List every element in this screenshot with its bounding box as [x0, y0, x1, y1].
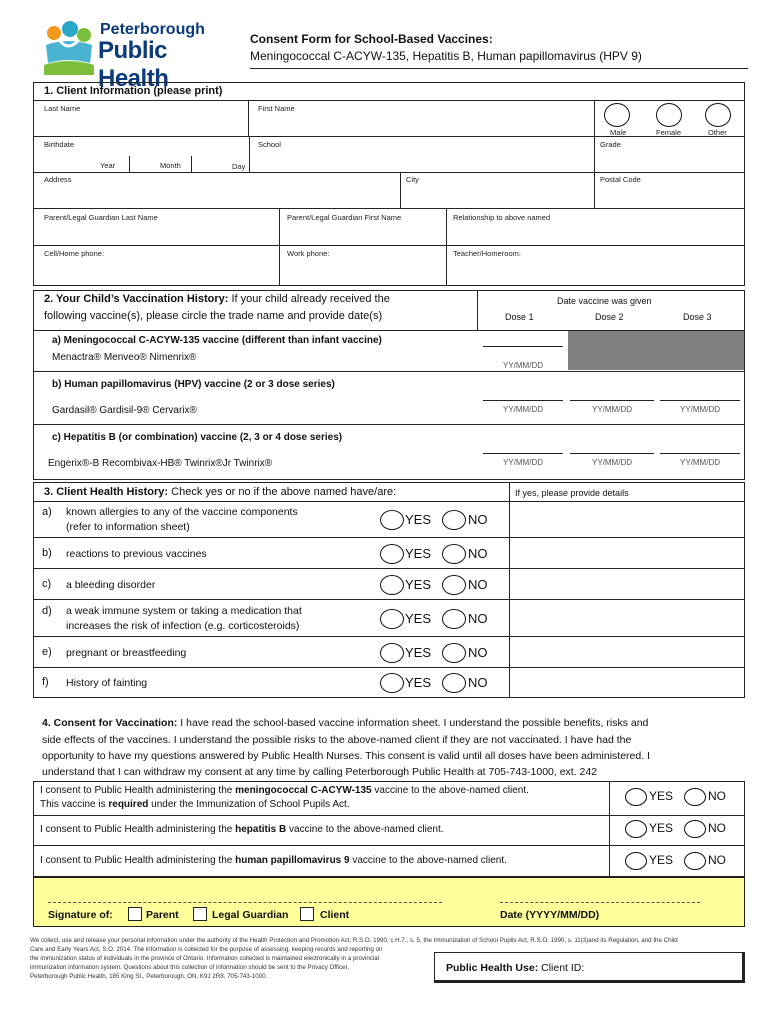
form-subtitle: Meningococcal C-ACYW-135, Hepatitis B, Human papillomavirus (HPV 9): [250, 49, 642, 63]
work-phone-label: Work phone:: [287, 249, 330, 258]
signature-line[interactable]: [48, 902, 442, 903]
health-details-field[interactable]: [510, 501, 744, 538]
section2-heading-bold: 2. Your Child’s Vaccination History:: [44, 293, 229, 305]
logo-line1: Peterborough: [100, 21, 205, 38]
guardian-last-label: Parent/Legal Guardian Last Name: [44, 213, 158, 222]
section3-heading-bold: 3. Client Health History:: [44, 486, 169, 498]
guardian-last-field[interactable]: [33, 208, 280, 245]
consent-hepb-text: [40, 824, 444, 835]
privacy-line4: immunization information system. Questions about this collection of information should be sent to the Privacy Officer,: [30, 964, 350, 971]
consent-men-no-label: NO: [708, 789, 726, 803]
client-checkbox[interactable]: [300, 907, 314, 921]
dose1-label: Dose 1: [505, 312, 534, 322]
section3-heading-rest: Check yes or no if the above named have/are:: [168, 486, 397, 498]
guardian-first-field[interactable]: [280, 208, 447, 245]
grade-label: Grade: [600, 140, 621, 149]
health-yes-radio[interactable]: [380, 575, 404, 595]
health-row-text-line2: increases the risk of infection (e.g. corticosteroids): [66, 620, 300, 632]
first-name-label: First Name: [258, 104, 295, 113]
health-yes-radio[interactable]: [380, 673, 404, 693]
consent-hepb-no-label: NO: [708, 821, 726, 835]
consent-hepb-post: vaccine to the above-named client.: [286, 824, 444, 835]
vaccine-a-title: a) Meningococcal C-ACYW-135 vaccine (different than infant vaccine): [52, 335, 382, 346]
health-no-radio[interactable]: [442, 510, 466, 530]
privacy-line3: the immunization status of individuals in the province of Ontario. Information collected is maintained electronically in a provincial: [30, 955, 380, 962]
consent-hpv-yes-label: YES: [649, 853, 674, 867]
relationship-label: Relationship to above named: [453, 213, 551, 222]
address-field[interactable]: [33, 172, 401, 208]
privacy-line5: Peterborough Public Health, 185 King St., Peterborough, ON, K9J 2R8, 705-743-1000.: [30, 973, 268, 980]
consent-men-pre: I consent to Public Health administering the: [40, 785, 236, 796]
sex-male-label: Male: [610, 128, 627, 137]
health-no-radio[interactable]: [442, 643, 466, 663]
section2-heading-rest: If your child already received the: [228, 293, 390, 305]
consent-hpv-no-label: NO: [708, 853, 726, 867]
vaccine-b-dose3-placeholder: YY/MM/DD: [680, 405, 720, 414]
health-details-field[interactable]: [510, 538, 744, 569]
consent-hpv-text: [40, 855, 507, 866]
legal-guardian-label: Legal Guardian: [212, 909, 289, 921]
address-label: Address: [44, 175, 72, 184]
postal-code-field[interactable]: [596, 172, 745, 208]
birthdate-field[interactable]: [33, 136, 249, 172]
health-no-label: NO: [468, 610, 488, 626]
section4-heading-bold: 4. Consent for Vaccination:: [42, 717, 178, 729]
consent-men-bold: meningococcal C-ACYW-135: [235, 785, 372, 796]
grade-field[interactable]: [596, 136, 745, 172]
health-details-field[interactable]: [510, 668, 744, 698]
health-row-text: reactions to previous vaccines: [66, 547, 207, 560]
health-yes-label: YES: [405, 576, 432, 592]
health-no-radio[interactable]: [442, 609, 466, 629]
health-row-text-line2: (refer to information sheet): [66, 521, 190, 533]
privacy-line1: We collect, use and release your personal information under the authority of the Health Protection and Promotion Act, R.S.O. 1990, c.H.7., s. 5, the Immunization of School Pupils Act, R.S.O. 1990, s. 11(3)and its Regulation, and the Child: [30, 937, 678, 944]
consent-hpv-no-radio[interactable]: [684, 852, 706, 870]
cell-phone-label: Cell/Home phone:: [44, 249, 105, 258]
date-given-label: Date vaccine was given: [557, 296, 652, 306]
health-row-letter: c): [42, 577, 52, 590]
date-label: Date (YYYY/MM/DD): [500, 909, 600, 921]
health-no-radio[interactable]: [442, 575, 466, 595]
health-no-label: NO: [468, 511, 488, 527]
parent-checkbox[interactable]: [128, 907, 142, 921]
health-no-radio[interactable]: [442, 544, 466, 564]
vaccine-a-dose1-placeholder: YY/MM/DD: [503, 361, 543, 370]
vaccine-c-title: c) Hepatitis B (or combination) vaccine (2, 3 or 4 dose series): [52, 432, 343, 443]
health-yes-label: YES: [405, 644, 432, 660]
vaccine-b-dose1-placeholder: YY/MM/DD: [503, 405, 543, 414]
consent-men-no-radio[interactable]: [684, 788, 706, 806]
phu-client-id: Client ID:: [538, 962, 585, 974]
sex-male-radio[interactable]: [604, 103, 630, 127]
first-name-field[interactable]: [249, 100, 595, 136]
section4-line1: I have read the school-based vaccine information sheet. I understand the possible benefits, risks and: [177, 717, 649, 729]
work-phone-field[interactable]: [280, 245, 447, 286]
health-yes-label: YES: [405, 511, 432, 527]
health-row-letter: d): [42, 605, 52, 617]
dose2-label: Dose 2: [595, 312, 624, 322]
vaccine-b-title: b) Human papillomavirus (HPV) vaccine (2 or 3 dose series): [52, 379, 335, 390]
vaccine-a-shaded: [568, 331, 744, 370]
vaccine-b-dose2-placeholder: YY/MM/DD: [592, 405, 632, 414]
health-no-label: NO: [468, 644, 488, 660]
city-label: City: [406, 175, 419, 184]
consent-hpv-post: vaccine to the above-named client.: [349, 855, 507, 866]
consent-hepb-yes-radio[interactable]: [625, 820, 647, 838]
vaccine-c-dose3-placeholder: YY/MM/DD: [680, 458, 720, 467]
consent-men-text: [40, 785, 529, 796]
consent-hepb-no-radio[interactable]: [684, 820, 706, 838]
section1-heading: 1. Client Information (please print): [44, 85, 223, 97]
relationship-field[interactable]: [448, 208, 745, 245]
sex-female-radio[interactable]: [656, 103, 682, 127]
consent-hpv-bold: human papillomavirus 9: [235, 855, 350, 866]
consent-men-line2-bold: required: [108, 799, 149, 810]
health-row-letter: e): [42, 645, 52, 658]
last-name-label: Last Name: [44, 104, 81, 113]
health-details-field[interactable]: [510, 600, 744, 637]
health-no-label: NO: [468, 675, 488, 690]
vaccine-b-names: Gardasil® Gardisil-9® Cervarix®: [52, 405, 197, 416]
section4-line4: understand that I can withdraw my consent at any time by calling Peterborough Public Health at 705-743-1000, ext. 242: [42, 766, 598, 778]
school-label: School: [258, 140, 281, 149]
health-row-text: known allergies to any of the vaccine components: [66, 506, 298, 518]
health-yes-radio[interactable]: [380, 544, 404, 564]
health-yes-label: YES: [405, 675, 432, 690]
section2-heading: [44, 293, 390, 305]
vaccine-c-dose1-placeholder: YY/MM/DD: [503, 458, 543, 467]
health-yes-radio[interactable]: [380, 510, 404, 530]
section4-line3: opportunity to have my questions answered by Public Health Nurses. This consent is valid until all doses have been administered. I: [42, 750, 650, 762]
details-label: If yes, please provide details: [515, 488, 629, 498]
privacy-line2: Care and Early Years Act, S.O. 2014. The information is collected for the purpose of assessing, keeping records and reporting on: [30, 946, 383, 953]
health-row-text: a bleeding disorder: [66, 578, 156, 591]
day-label: Day: [232, 162, 246, 171]
teacher-label: Teacher/Homeroom:: [453, 249, 521, 258]
postal-code-label: Postal Code: [600, 175, 641, 184]
school-field[interactable]: [250, 136, 595, 172]
health-row-letter: f): [42, 676, 49, 688]
consent-hepb-pre: I consent to Public Health administering the: [40, 824, 236, 835]
consent-men-line2-post: under the Immunization of School Pupils Act.: [148, 799, 350, 810]
vaccine-a-names: Menactra® Menveo® Nimenrix®: [52, 352, 197, 363]
vaccine-c-dose2-placeholder: YY/MM/DD: [592, 458, 632, 467]
sex-other-label: Other: [708, 128, 727, 137]
city-field[interactable]: [401, 172, 595, 208]
logo-line2: Public Health: [98, 37, 169, 92]
teacher-field[interactable]: [448, 245, 745, 286]
health-no-radio[interactable]: [442, 673, 466, 693]
logo-mark-icon: [40, 19, 98, 77]
public-health-use-label: [446, 962, 584, 974]
section4-heading-line1: [42, 717, 648, 729]
parent-label: Parent: [146, 909, 179, 921]
section4-line2: side effects of the vaccines. I understand the possible risks to the above-named client if they are not vaccinated. I have had the: [42, 734, 632, 746]
consent-men-yes-label: YES: [649, 789, 674, 803]
health-no-label: NO: [468, 545, 488, 561]
sex-other-radio[interactable]: [705, 103, 731, 127]
consent-men-post: vaccine to the above-named client.: [371, 785, 529, 796]
health-yes-radio[interactable]: [380, 609, 404, 629]
health-row-text: pregnant or breastfeeding: [66, 646, 187, 659]
legal-guardian-checkbox[interactable]: [193, 907, 207, 921]
section2-heading-line2: following vaccine(s), please circle the trade name and provide date(s): [44, 310, 383, 322]
health-row-letter: b): [42, 546, 52, 559]
health-details-field[interactable]: [510, 569, 744, 600]
health-yes-radio[interactable]: [380, 643, 404, 663]
form-title: Consent Form for School-Based Vaccines:: [250, 32, 493, 46]
date-line[interactable]: [500, 902, 700, 903]
sex-female-label: Female: [656, 128, 682, 137]
dose3-label: Dose 3: [683, 312, 712, 322]
health-row-letter: a): [42, 506, 52, 518]
consent-men-line2-pre: This vaccine is: [40, 799, 109, 810]
health-row-text: History of fainting: [66, 677, 148, 689]
year-label: Year: [100, 161, 116, 170]
vaccine-c-names: Engerix®-B Recombivax-HB® Twinrix®Jr Twinrix®: [48, 458, 273, 469]
cell-phone-field[interactable]: [33, 245, 280, 286]
header-rule: [250, 68, 748, 69]
birthdate-label: Birthdate: [44, 140, 75, 149]
health-no-label: NO: [468, 576, 488, 592]
phu-bold: Public Health Use:: [446, 962, 539, 974]
consent-men-yes-radio[interactable]: [625, 788, 647, 806]
consent-hpv-yes-radio[interactable]: [625, 852, 647, 870]
month-label: Month: [160, 161, 181, 170]
signature-of-label: Signature of:: [48, 909, 113, 921]
section3-heading: [44, 486, 396, 498]
consent-hpv-pre: I consent to Public Health administering the: [40, 855, 236, 866]
consent-hepb-bold: hepatitis B: [235, 824, 287, 835]
health-row-text: a weak immune system or taking a medication that: [66, 605, 302, 617]
guardian-first-label: Parent/Legal Guardian First Name: [287, 213, 402, 222]
health-yes-label: YES: [405, 610, 432, 626]
consent-hepb-yes-label: YES: [649, 821, 674, 835]
health-details-field[interactable]: [510, 637, 744, 668]
client-label: Client: [320, 909, 350, 921]
health-yes-label: YES: [405, 545, 432, 561]
consent-men-text2: [40, 799, 350, 810]
